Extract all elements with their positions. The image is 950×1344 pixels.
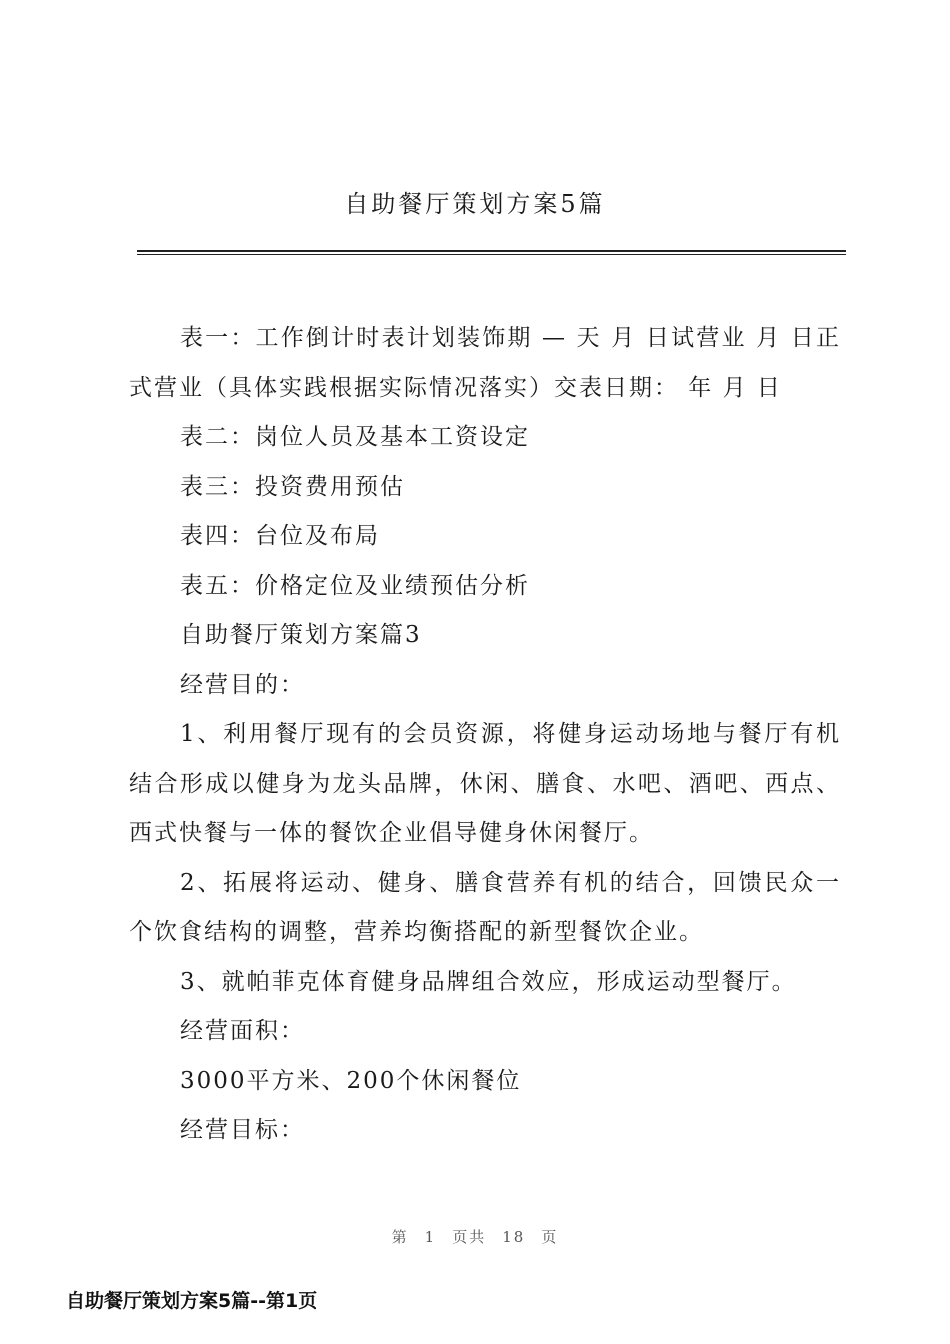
page-label-mid: 页共 xyxy=(452,1228,487,1246)
paragraph: 经营目标： xyxy=(180,1117,305,1143)
section-heading: 自助餐厅策划方案篇3 xyxy=(180,622,422,648)
page-label-prefix: 第 xyxy=(391,1228,409,1246)
paragraph: 表二：岗位人员及基本工资设定 xyxy=(180,424,530,450)
page-current: 1 xyxy=(424,1228,437,1246)
paragraph: 经营目的： xyxy=(180,671,305,698)
paragraph: 1、利用餐厅现有的会员资源，将健身运动场地与餐厅有机结合形成以健身为龙头品牌，休闲、膳食、水吧、酒吧、西点、西式快餐与一体的餐饮企业倡导健身休闲餐厅。 xyxy=(129,721,841,846)
paragraph: 3000平方米、200个休闲餐位 xyxy=(180,1067,522,1094)
paragraph: 表一：工作倒计时表计划装饰期 — 天 月 日试营业 月 日正式营业（具体实践根据实际情况落实）交表日期： 年 月 日 xyxy=(129,325,841,401)
paragraph: 经营面积： xyxy=(180,1018,305,1044)
paragraph: 表四：台位及布局 xyxy=(180,523,380,549)
title-divider xyxy=(137,250,846,255)
document-title: 自助餐厅策划方案5篇 xyxy=(344,190,606,218)
paragraph: 表三：投资费用预估 xyxy=(180,473,405,500)
bottom-caption: 自助餐厅策划方案5篇--第1页 xyxy=(66,1290,318,1312)
page-number-footer xyxy=(0,1226,950,1247)
paragraph: 3、就帕菲克体育健身品牌组合效应，形成运动型餐厅。 xyxy=(180,968,797,995)
paragraph: 2、拓展将运动、健身、膳食营养有机的结合，回馈民众一个饮食结构的调整，营养均衡搭配的新型餐饮企业。 xyxy=(129,869,841,945)
paragraph: 表五：价格定位及业绩预估分析 xyxy=(180,572,530,599)
page-total: 18 xyxy=(502,1228,526,1246)
page-label-suffix: 页 xyxy=(541,1228,559,1246)
document-body xyxy=(129,314,841,1156)
